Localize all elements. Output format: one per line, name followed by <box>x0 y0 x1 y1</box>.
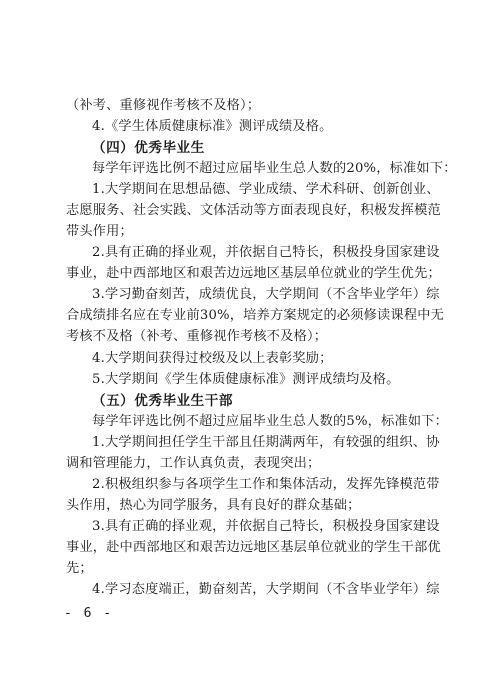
section-heading-excellent-graduates: （四）优秀毕业生 <box>92 140 205 157</box>
text-line: 事业，赴中西部地区和艰苦边远地区基层单位就业的学生优先； <box>66 266 441 282</box>
text-line: 1.大学期间担任学生干部且任期满两年，有较强的组织、协 <box>92 434 440 450</box>
text-line: 4.《学生体质健康标准》测评成绩及格。 <box>92 119 333 135</box>
page-number: - 6 - <box>64 606 114 621</box>
text-line: （补考、重修视作考核不及格）； <box>66 98 261 113</box>
text-line: 志愿服务、社会实践、文体活动等方面表现良好，积极发挥模范 <box>66 203 441 219</box>
text-line: 调和管理能力，工作认真负责，表现突出； <box>66 455 321 471</box>
text-line: 1.大学期间在思想品德、学业成绩、学术科研、创新创业、 <box>92 182 440 198</box>
text-line: 3.学习勤奋刻苦，成绩优良，大学期间（不含毕业学年）综 <box>92 287 440 303</box>
text-line: 事业，赴中西部地区和艰苦边远地区基层单位就业的学生干部优 <box>66 539 441 555</box>
text-line: 2.具有正确的择业观，并依据自己特长，积极投身国家建设 <box>92 245 440 261</box>
text-line: 3.具有正确的择业观，并依据自己特长，积极投身国家建设 <box>92 518 440 534</box>
text-line: 5.大学期间《学生体质健康标准》测评成绩均及格。 <box>92 371 400 387</box>
section-heading-excellent-graduate-cadres: （五）优秀毕业生干部 <box>92 392 233 409</box>
text-line: 先； <box>66 560 93 576</box>
text-line: 带头作用； <box>66 224 133 240</box>
text-line: 头作用，热心为同学服务，具有良好的群众基础； <box>66 497 361 513</box>
text-line: 合成绩排名应在专业前30%，培养方案规定的必须修读课程中无 <box>66 308 444 324</box>
text-line: 2.积极组织参与各项学生工作和集体活动，发挥先锋模范带 <box>92 476 440 492</box>
text-line: 4.学习态度端正，勤奋刻苦，大学期间（不含毕业学年）综 <box>92 582 440 597</box>
text-line: 考核不及格（补考、重修视作考核不及格）； <box>66 329 328 345</box>
text-line: 4.大学期间获得过校级及以上表彰奖励； <box>92 350 333 366</box>
text-line: 每学年评选比例不超过应届毕业生总人数的20%，标准如下： <box>92 161 457 177</box>
text-line: 每学年评选比例不超过应届毕业生总人数的5%，标准如下： <box>92 413 449 429</box>
